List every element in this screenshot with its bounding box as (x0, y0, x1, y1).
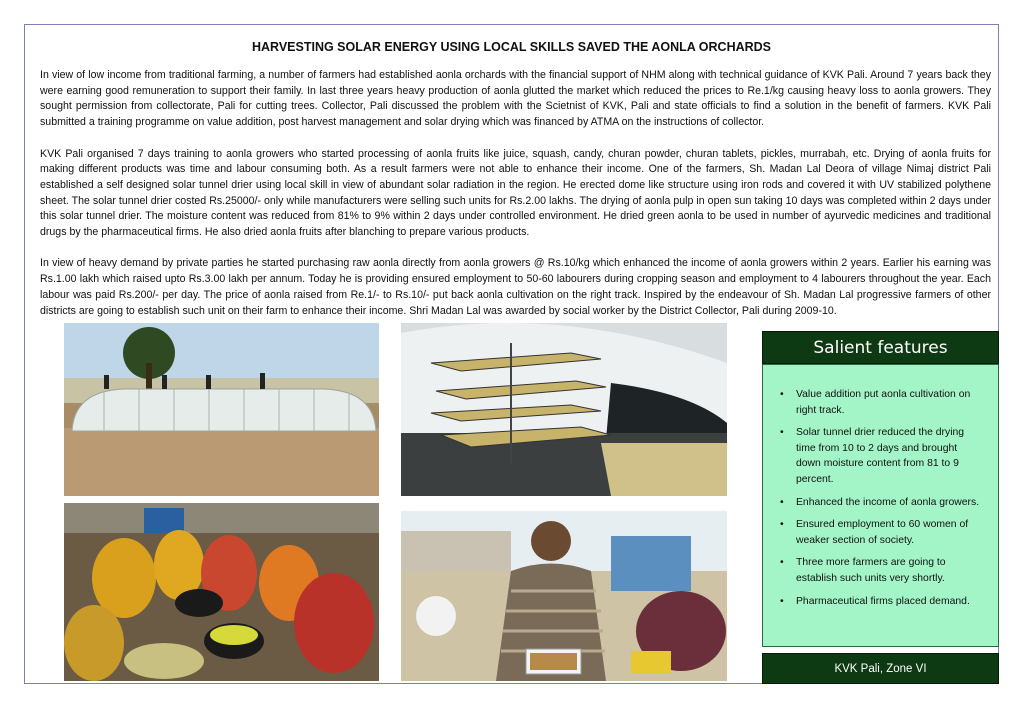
footer-label: KVK Pali, Zone VI (762, 653, 999, 684)
photo-farmer-portrait (401, 511, 727, 681)
photo-women-processing (64, 503, 379, 681)
photo-solar-tunnel-exterior (64, 323, 379, 496)
paragraph-2: KVK Pali organised 7 days training to aonla growers who started processing of aonla fruits like juice, squash, candy, churan powder, churan tablets, pickles, murrabah, etc. Drying of aonla fruits for making different products was time and labour consuming both. As a result farmers were not able to enhance their income. One of the farmers, Sh. Madan Lal Deora of village Nimaj district Pali established a self designed solar tunnel drier using local skill in view of abundant solar radiation in the region. He erected dome like structure using iron rods and covered it with UV stabilized polythene sheet. The solar tunnel drier costed Rs.25000/- only while manufacturers were selling such units for Rs.2.00 lakhs. The drying of aonla pulp in open sun taking 10 days was completed within 2 days under this solar tunnel drier. The moisture content was reduced from 81% to 9% within 2 days under controlled environment. He dried green aonla to be used in number of ayurvedic medicines and traditional drugs by the pharmaceutical firms. He also dried aonla fruits after blanching to prepare various products. (40, 147, 991, 239)
paragraph-1: In view of low income from traditional farming, a number of farmers had established aonla orchards with the financial support of NHM along with technical guidance of KVK Pali. Around 7 years back they were earning good remuneration to support their family. In last three years heavy production of aonla glutted the market which reduced the prices to Re.1/kg causing heavy loss to aonla growers. They sought permission from collectorate, Pali for cutting trees. Collector, Pali discussed the problem with the Scietnist of KVK, Pali and state officials to find a solution in the benefit of farmers. KVK Pali submitted a training programme on value addition, post harvest management and solar drying which was financed by ATMA on the instructions of collector. (40, 69, 991, 129)
list-item: • Enhanced the income of aonla growers. (796, 495, 984, 511)
list-item: • Three more farmers are going to establish such units very shortly. (796, 555, 984, 586)
article-body (40, 68, 991, 335)
list-item: • Pharmaceutical firms placed demand. (796, 594, 984, 610)
list-item: • Solar tunnel drier reduced the drying time from 10 to 2 days and brought down moisture content from 81 to 9 percent. (796, 425, 984, 487)
salient-features-heading: Salient features (762, 331, 999, 364)
list-item: • Ensured employment to 60 women of weaker section of society. (796, 517, 984, 548)
page-title: HARVESTING SOLAR ENERGY USING LOCAL SKILLS SAVED THE AONLA ORCHARDS (251, 40, 772, 54)
photo-drying-racks (401, 323, 727, 496)
list-item: • Value addition put aonla cultivation on right track. (796, 387, 984, 418)
salient-features-panel (762, 364, 999, 647)
salient-features-list (763, 365, 998, 609)
paragraph-3: In view of heavy demand by private parties he started purchasing raw aonla directly from aonla growers @ Rs.10/kg which enhanced the income of aonla growers within 2 years. Earlier his earning was Rs.1.00 lakh which raised upto Rs.3.00 lakh per annum. Today he is providing ensured employment to 50-60 labourers during cropping season and employment to 4 labourers throughout the year. Each labour was paid Rs.200/- per day. The price of aonla raised from Re.1/- to Rs.10/- put back aonla cultivation on the right track. Inspired by the endeavour of Sh. Madan Lal progressive farmers of other districts are going to establish such unit on their farm to enhance their income. Shri Madan Lal was awarded by social worker by the District Collector, Pali during 2009-10. (40, 257, 991, 317)
